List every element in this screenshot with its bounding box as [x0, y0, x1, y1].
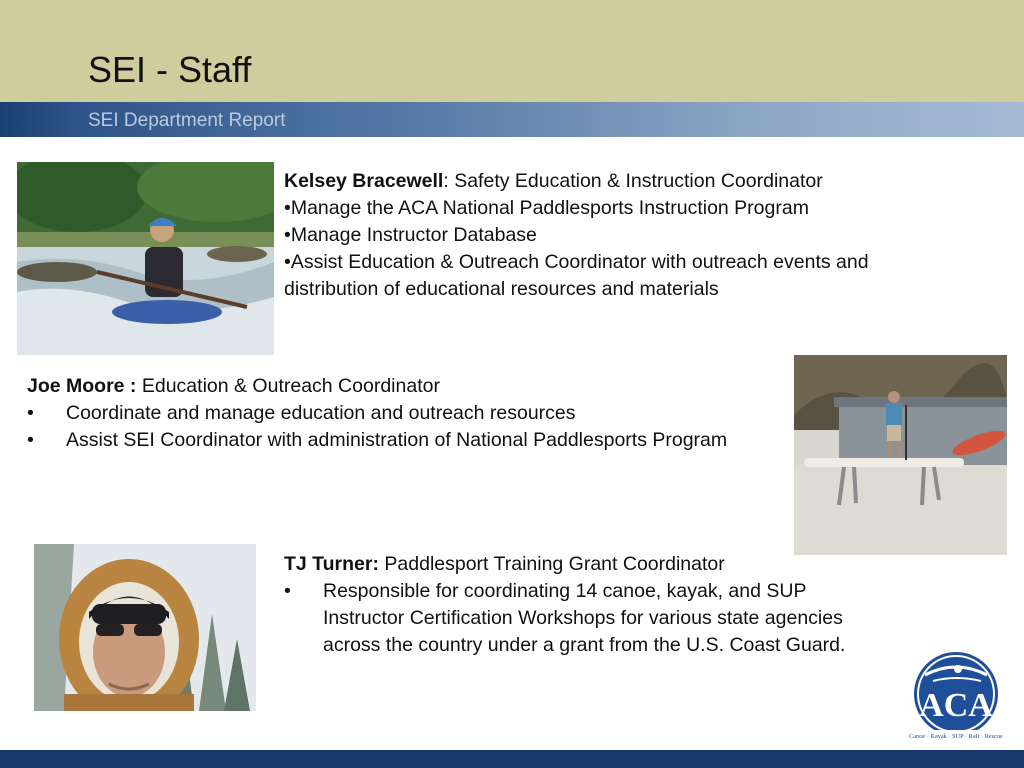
duty-text: Assist SEI Coordinator with administration of National Paddlesports Program	[66, 429, 728, 451]
tj-role: Paddlesport Training Grant Coordinator	[378, 553, 725, 575]
tj-heading	[284, 551, 864, 578]
footer-bar	[0, 750, 1024, 768]
page-subtitle: SEI Department Report	[88, 110, 286, 131]
kelsey-role: Safety Education & Instruction Coordinator	[448, 170, 823, 192]
bullet: •	[284, 580, 291, 602]
kelsey-bio	[284, 168, 934, 303]
list-item: •Manage the ACA National Paddlesports Instruction Program	[284, 197, 809, 219]
aca-logo	[903, 651, 1009, 741]
joe-role: Education & Outreach Coordinator	[136, 375, 440, 397]
kelsey-name: Kelsey Bracewell	[284, 170, 444, 192]
joe-bio	[27, 373, 767, 454]
list-item	[27, 427, 767, 454]
kelsey-separator: :	[443, 170, 449, 192]
duty-text: Coordinate and manage education and outreach resources	[66, 402, 576, 424]
logo-tagline: Canoe · Kayak · SUP · Raft · Rescue	[909, 733, 1003, 740]
kelsey-duties	[284, 195, 934, 303]
tj-bio	[284, 551, 864, 659]
kelsey-photo	[17, 162, 274, 355]
page-title: SEI - Staff	[88, 49, 252, 90]
tj-duties	[284, 578, 854, 659]
logo-text: ACA	[919, 687, 993, 724]
bullet: •	[27, 429, 34, 451]
tj-photo	[34, 544, 256, 711]
bullet: •	[27, 402, 34, 424]
tj-name: TJ Turner:	[284, 553, 379, 575]
list-item	[27, 400, 767, 427]
list-item: •Manage Instructor Database	[284, 224, 537, 246]
kelsey-heading	[284, 168, 934, 195]
joe-duties	[27, 400, 767, 454]
joe-name: Joe Moore :	[27, 375, 137, 397]
list-item: •Assist Education & Outreach Coordinator with outreach events and distribution of educational resources and materials	[284, 251, 869, 300]
joe-heading	[27, 373, 767, 400]
duty-text: Responsible for coordinating 14 canoe, kayak, and SUP Instructor Certification Workshops for various state agencies across the country under a grant from the U.S. Coast Guard.	[323, 580, 846, 656]
list-item	[284, 578, 854, 659]
joe-photo	[794, 355, 1007, 555]
